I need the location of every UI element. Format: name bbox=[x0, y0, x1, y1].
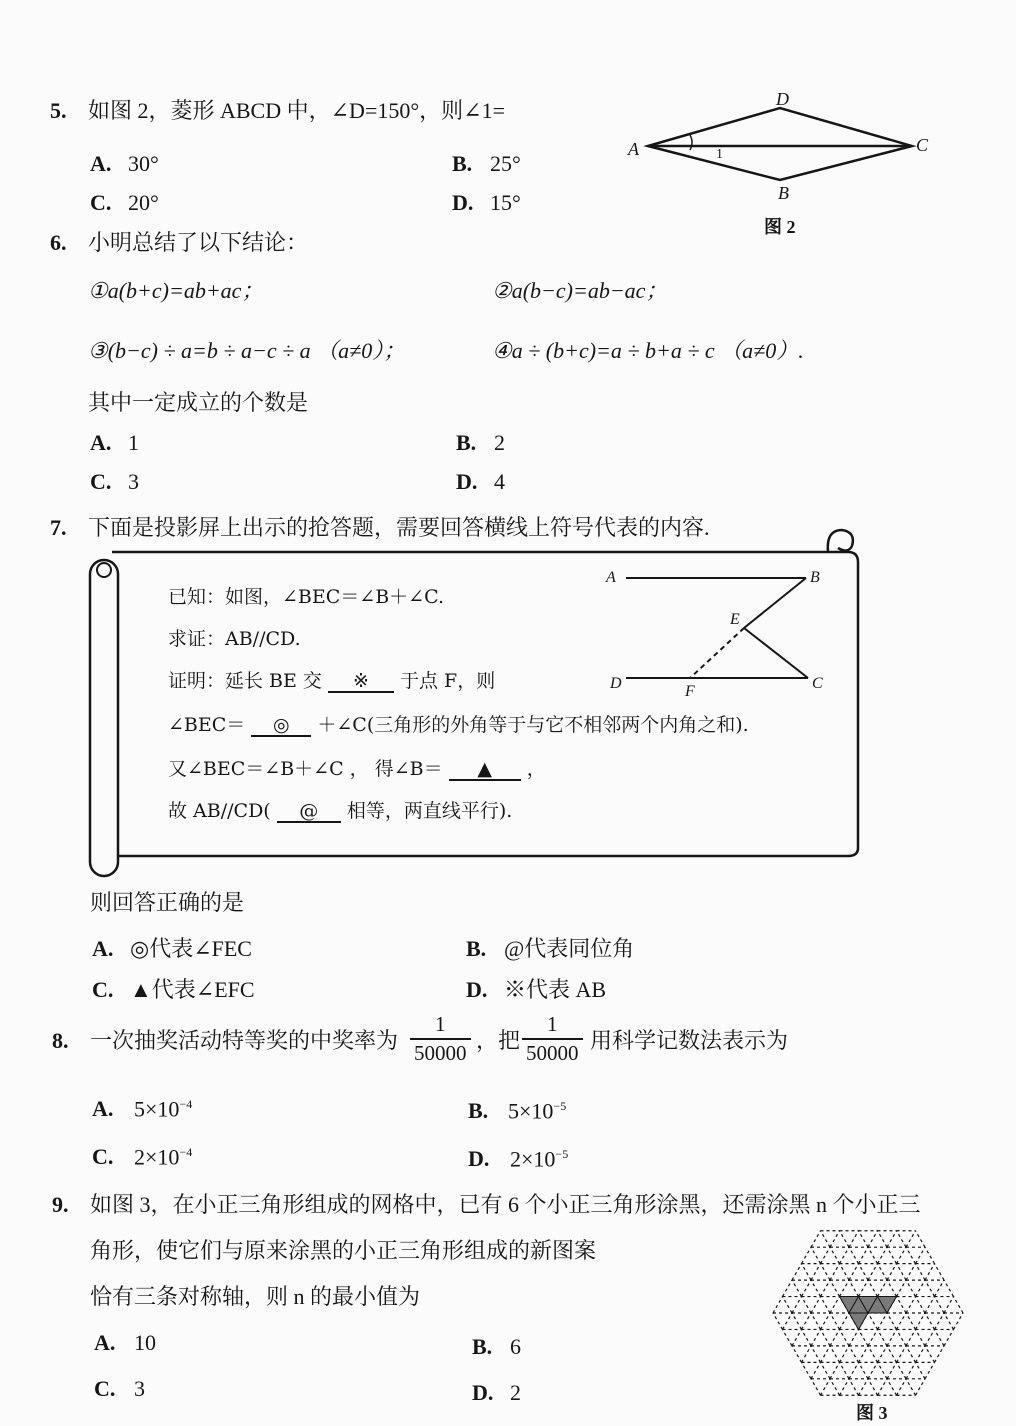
shaded-triangle bbox=[849, 1313, 868, 1329]
q9-option-c-key: C. bbox=[94, 1376, 116, 1401]
q6-question: 其中一定成立的个数是 bbox=[88, 390, 309, 415]
grid-edge bbox=[897, 1313, 907, 1329]
q8-option-c-exp: −4 bbox=[179, 1145, 193, 1159]
grid-edge bbox=[916, 1329, 926, 1345]
q8-option-d-key: D. bbox=[468, 1146, 490, 1171]
grid-edge bbox=[840, 1362, 850, 1378]
grid-edge bbox=[811, 1280, 821, 1296]
grid-edge bbox=[925, 1362, 935, 1378]
q5-option-d-key: D. bbox=[452, 190, 474, 215]
q9-stem-line1: 如图 3，在小正三角形组成的网格中，已有 6 个小正三角形涂黑，还需涂黑 n 个小正三 bbox=[90, 1192, 921, 1217]
q7-stem: 下面是投影屏上出示的抢答题，需要回答横线上符号代表的内容. bbox=[88, 515, 710, 540]
grid-edge bbox=[840, 1329, 850, 1345]
grid-edge bbox=[792, 1280, 802, 1296]
grid-edge bbox=[830, 1362, 840, 1378]
label-e-fig7: E bbox=[730, 611, 740, 628]
q7-option-c-text: ▲代表∠EFC bbox=[130, 977, 255, 1002]
q6-option-d-key: D. bbox=[456, 469, 478, 494]
grid-edge bbox=[859, 1346, 869, 1362]
q8-stem-b: ，把 bbox=[476, 1028, 521, 1053]
grid-edge bbox=[783, 1313, 793, 1329]
grid-edge bbox=[935, 1280, 945, 1296]
q8-option-a-key: A. bbox=[92, 1096, 114, 1121]
grid-edge bbox=[792, 1313, 802, 1329]
q6-option-d-text: 4 bbox=[494, 469, 505, 494]
grid-edge bbox=[773, 1313, 783, 1329]
grid-edge bbox=[935, 1329, 945, 1345]
q9-option-a-text: 10 bbox=[134, 1330, 156, 1355]
q8-option-c-base: 2×10 bbox=[134, 1144, 180, 1170]
grid-edge bbox=[916, 1297, 926, 1313]
grid-edge bbox=[897, 1329, 907, 1345]
grid-edge bbox=[811, 1379, 821, 1395]
label-c-fig7: C bbox=[812, 675, 823, 692]
grid-edge bbox=[916, 1362, 926, 1378]
grid-edge bbox=[868, 1264, 878, 1280]
blank-1: ※ bbox=[328, 672, 394, 693]
grid-edge bbox=[906, 1247, 916, 1263]
grid-edge bbox=[916, 1313, 926, 1329]
grid-edge bbox=[802, 1329, 812, 1345]
grid-edge bbox=[830, 1346, 840, 1362]
grid-edge bbox=[840, 1247, 850, 1263]
q5-option-a-key: A. bbox=[90, 151, 112, 176]
grid-edge bbox=[878, 1346, 888, 1362]
blank-2: ◎ bbox=[251, 716, 311, 737]
q9-stem-line2: 角形，使它们与原来涂黑的小正三角形组成的新图案 bbox=[90, 1238, 597, 1263]
grid-edge bbox=[878, 1313, 888, 1329]
q9-option-b-key: B. bbox=[472, 1334, 493, 1359]
q8-option-c-key: C. bbox=[92, 1144, 114, 1169]
q5-option-d-text: 15° bbox=[490, 190, 521, 215]
figure-2-caption: 图 2 bbox=[764, 217, 796, 237]
grid-edge bbox=[792, 1297, 802, 1313]
q8-option-b-key: B. bbox=[468, 1098, 489, 1123]
label-d-fig7: D bbox=[610, 675, 622, 692]
grid-edge bbox=[925, 1264, 935, 1280]
grid-edge bbox=[897, 1346, 907, 1362]
q9-option-c-text: 3 bbox=[134, 1376, 145, 1401]
blank-4: @ bbox=[277, 802, 341, 823]
grid-edge bbox=[783, 1280, 793, 1296]
grid-edge bbox=[840, 1264, 850, 1280]
grid-edge bbox=[830, 1264, 840, 1280]
grid-edge bbox=[802, 1280, 812, 1296]
grid-edge bbox=[830, 1379, 840, 1395]
grid-edge bbox=[906, 1346, 916, 1362]
grid-edge bbox=[830, 1297, 840, 1313]
q8-option-a-base: 5×10 bbox=[134, 1096, 180, 1122]
label-b-fig2: B bbox=[778, 183, 789, 203]
grid-edge bbox=[830, 1231, 840, 1247]
grid-edge bbox=[859, 1362, 869, 1378]
grid-edge bbox=[906, 1264, 916, 1280]
q8-option-d-exp: −5 bbox=[555, 1147, 569, 1161]
grid-edge bbox=[821, 1264, 831, 1280]
grid-edge bbox=[897, 1362, 907, 1378]
q6-item-3: ③(b−c) ÷ a=b ÷ a−c ÷ a （a≠0）； bbox=[88, 338, 406, 363]
q9-number: 9. bbox=[52, 1192, 69, 1217]
grid-edge bbox=[792, 1329, 802, 1345]
q6-option-b-text: 2 bbox=[494, 430, 505, 455]
fraction-1-numerator: 1 bbox=[435, 1012, 446, 1036]
grid-edge bbox=[773, 1297, 783, 1313]
grid-edge bbox=[868, 1362, 878, 1378]
q7-option-d-key: D. bbox=[466, 977, 488, 1002]
grid-edge bbox=[878, 1280, 888, 1296]
q6-stem: 小明总结了以下结论： bbox=[88, 230, 309, 255]
grid-edge bbox=[840, 1280, 850, 1296]
q8-stem-a: 一次抽奖活动特等奖的中奖率为 bbox=[90, 1028, 399, 1053]
q7-option-d-text: ※代表 AB bbox=[504, 977, 607, 1002]
q8-stem-c: 用科学记数法表示为 bbox=[590, 1028, 789, 1053]
grid-edge bbox=[897, 1264, 907, 1280]
figure-3-caption: 图 3 bbox=[856, 1403, 888, 1423]
q6-option-a-key: A. bbox=[90, 430, 112, 455]
grid-edge bbox=[811, 1297, 821, 1313]
q7-question: 则回答正确的是 bbox=[90, 890, 245, 915]
grid-edge bbox=[840, 1313, 850, 1329]
q8-number: 8. bbox=[52, 1028, 69, 1053]
grid-edge bbox=[925, 1346, 935, 1362]
q6-option-c-text: 3 bbox=[128, 469, 139, 494]
fraction-2-denominator: 50000 bbox=[526, 1041, 579, 1065]
grid-edge bbox=[935, 1346, 945, 1362]
grid-edge bbox=[878, 1362, 888, 1378]
q9-option-b-text: 6 bbox=[510, 1334, 521, 1359]
q5-option-b-key: B. bbox=[452, 151, 473, 176]
line4-start: 故 AB//CD( bbox=[168, 800, 271, 822]
grid-edge bbox=[954, 1313, 964, 1329]
line4-end: 相等，两直线平行). bbox=[346, 800, 513, 822]
line3-start: 又∠BEC＝∠B＋∠C ， 得∠B＝ bbox=[168, 758, 443, 780]
grid-edge bbox=[887, 1313, 897, 1329]
grid-edge bbox=[925, 1329, 935, 1345]
grid-edge bbox=[821, 1297, 831, 1313]
grid-edge bbox=[821, 1379, 831, 1395]
grid-edge bbox=[802, 1346, 812, 1362]
grid-edge bbox=[906, 1362, 916, 1378]
grid-edge bbox=[935, 1264, 945, 1280]
grid-edge bbox=[878, 1231, 888, 1247]
grid-edge bbox=[954, 1297, 964, 1313]
grid-edge bbox=[916, 1379, 926, 1395]
grid-edge bbox=[821, 1346, 831, 1362]
grid-edge bbox=[868, 1247, 878, 1263]
grid-edge bbox=[887, 1247, 897, 1263]
grid-edge bbox=[840, 1231, 850, 1247]
grid-edge bbox=[811, 1231, 821, 1247]
grid-edge bbox=[897, 1247, 907, 1263]
grid-edge bbox=[925, 1313, 935, 1329]
grid-edge bbox=[811, 1346, 821, 1362]
q5-option-a-text: 30° bbox=[128, 151, 159, 176]
grid-edge bbox=[887, 1231, 897, 1247]
grid-edge bbox=[944, 1297, 954, 1313]
q8-option-a-exp: −4 bbox=[179, 1097, 193, 1111]
q5-number: 5. bbox=[50, 98, 67, 123]
grid-edge bbox=[802, 1362, 812, 1378]
grid-edge bbox=[887, 1379, 897, 1395]
q9-option-d-key: D. bbox=[472, 1380, 494, 1405]
q7-number: 7. bbox=[50, 515, 67, 540]
label-a-fig2: A bbox=[628, 139, 639, 159]
grid-edge bbox=[916, 1346, 926, 1362]
grid-edge bbox=[821, 1231, 831, 1247]
grid-edge bbox=[811, 1362, 821, 1378]
grid-edge bbox=[897, 1280, 907, 1296]
grid-edge bbox=[821, 1313, 831, 1329]
q6-number: 6. bbox=[50, 230, 67, 255]
grid-edge bbox=[811, 1247, 821, 1263]
grid-edge bbox=[821, 1247, 831, 1263]
q6-item-2: ②a(b−c)=ab−ac； bbox=[492, 278, 668, 303]
q8-option-b-base: 5×10 bbox=[508, 1098, 554, 1124]
grid-edge bbox=[811, 1329, 821, 1345]
grid-edge bbox=[859, 1280, 869, 1296]
label-b-fig7: B bbox=[810, 569, 820, 586]
grid-edge bbox=[849, 1362, 859, 1378]
grid-edge bbox=[906, 1231, 916, 1247]
label-c-fig2: C bbox=[916, 135, 929, 155]
grid-edge bbox=[849, 1329, 859, 1345]
grid-edge bbox=[792, 1264, 802, 1280]
line2-end: ＋∠C(三角形的外角等于与它不相邻两个内角之和). bbox=[317, 714, 749, 736]
grid-edge bbox=[887, 1264, 897, 1280]
fraction-2-numerator: 1 bbox=[547, 1012, 558, 1036]
grid-edge bbox=[859, 1247, 869, 1263]
q7-option-c-key: C. bbox=[92, 977, 114, 1002]
grid-edge bbox=[802, 1247, 812, 1263]
grid-edge bbox=[897, 1379, 907, 1395]
grid-edge bbox=[821, 1329, 831, 1345]
q5-option-c-key: C. bbox=[90, 190, 112, 215]
label-f-fig7: F bbox=[685, 683, 695, 700]
grid-edge bbox=[802, 1313, 812, 1329]
grid-edge bbox=[878, 1329, 888, 1345]
grid-edge bbox=[830, 1329, 840, 1345]
q9-option-a-key: A. bbox=[94, 1330, 116, 1355]
grid-edge bbox=[944, 1329, 954, 1345]
proof-end: 于点 F，则 bbox=[400, 670, 496, 692]
grid-edge bbox=[859, 1231, 869, 1247]
grid-edge bbox=[830, 1280, 840, 1296]
label-d-fig2: D bbox=[776, 89, 789, 109]
label-angle-1: 1 bbox=[716, 147, 723, 162]
grid-edge bbox=[840, 1379, 850, 1395]
grid-edge bbox=[868, 1346, 878, 1362]
grid-edge bbox=[830, 1247, 840, 1263]
grid-edge bbox=[887, 1280, 897, 1296]
q5-stem: 如图 2，菱形 ABCD 中，∠D=150°，则∠1= bbox=[88, 98, 505, 123]
label-a-fig7: A bbox=[606, 569, 616, 586]
grid-edge bbox=[792, 1346, 802, 1362]
grid-edge bbox=[802, 1297, 812, 1313]
grid-edge bbox=[935, 1313, 945, 1329]
grid-edge bbox=[887, 1362, 897, 1378]
proof-start: 证明：延长 BE 交 bbox=[168, 670, 322, 692]
grid-edge bbox=[849, 1379, 859, 1395]
q7-option-a-text: ◎代表∠FEC bbox=[130, 936, 252, 961]
grid-edge bbox=[944, 1280, 954, 1296]
grid-edge bbox=[868, 1280, 878, 1296]
q9-stem-line3: 恰有三条对称轴，则 n 的最小值为 bbox=[90, 1284, 421, 1309]
grid-edge bbox=[906, 1280, 916, 1296]
grid-edge bbox=[868, 1313, 878, 1329]
q5-option-c-text: 20° bbox=[128, 190, 159, 215]
grid-edge bbox=[916, 1247, 926, 1263]
grid-edge bbox=[859, 1379, 869, 1395]
grid-edge bbox=[887, 1329, 897, 1345]
q9-option-d-text: 2 bbox=[510, 1380, 521, 1405]
grid-edge bbox=[849, 1280, 859, 1296]
line2-start: ∠BEC＝ bbox=[168, 714, 246, 736]
grid-edge bbox=[783, 1297, 793, 1313]
line3-end: ， bbox=[526, 758, 546, 780]
q7-option-b-text: @代表同位角 bbox=[504, 936, 635, 961]
grid-edge bbox=[849, 1247, 859, 1263]
grid-edge bbox=[925, 1297, 935, 1313]
grid-edge bbox=[897, 1231, 907, 1247]
grid-edge bbox=[878, 1379, 888, 1395]
grid-edge bbox=[916, 1280, 926, 1296]
grid-edge bbox=[821, 1280, 831, 1296]
grid-edge bbox=[897, 1297, 907, 1313]
grid-edge bbox=[868, 1379, 878, 1395]
grid-edge bbox=[878, 1247, 888, 1263]
grid-edge bbox=[878, 1264, 888, 1280]
blank-3: ▲ bbox=[449, 760, 521, 781]
grid-edge bbox=[859, 1264, 869, 1280]
grid-edge bbox=[859, 1329, 869, 1345]
grid-edge bbox=[802, 1264, 812, 1280]
grid-edge bbox=[811, 1313, 821, 1329]
grid-edge bbox=[849, 1231, 859, 1247]
grid-edge bbox=[916, 1264, 926, 1280]
q8-option-b-exp: −5 bbox=[553, 1099, 567, 1113]
q6-option-b-key: B. bbox=[456, 430, 477, 455]
q8-option-d-base: 2×10 bbox=[510, 1146, 556, 1172]
grid-edge bbox=[935, 1297, 945, 1313]
grid-edge bbox=[868, 1231, 878, 1247]
scroll-known: 已知：如图，∠BEC＝∠B＋∠C. bbox=[168, 586, 444, 608]
fraction-1-denominator: 50000 bbox=[414, 1041, 467, 1065]
grid-edge bbox=[840, 1346, 850, 1362]
grid-edge bbox=[906, 1297, 916, 1313]
grid-edge bbox=[906, 1379, 916, 1395]
grid-edge bbox=[925, 1247, 935, 1263]
q6-item-1: ①a(b+c)=ab+ac； bbox=[88, 278, 264, 303]
grid-edge bbox=[944, 1313, 954, 1329]
grid-edge bbox=[916, 1231, 926, 1247]
grid-edge bbox=[783, 1329, 793, 1345]
grid-edge bbox=[830, 1313, 840, 1329]
scroll-prove: 求证：AB//CD. bbox=[168, 628, 301, 650]
grid-edge bbox=[906, 1313, 916, 1329]
grid-edge bbox=[849, 1346, 859, 1362]
q7-option-b-key: B. bbox=[466, 936, 487, 961]
q6-item-4: ④a ÷ (b+c)=a ÷ b+a ÷ c （a≠0）. bbox=[492, 338, 804, 363]
q7-option-a-key: A. bbox=[92, 936, 114, 961]
grid-edge bbox=[811, 1264, 821, 1280]
grid-edge bbox=[868, 1329, 878, 1345]
grid-edge bbox=[906, 1329, 916, 1345]
grid-edge bbox=[887, 1346, 897, 1362]
grid-edge bbox=[821, 1362, 831, 1378]
grid-edge bbox=[849, 1264, 859, 1280]
q5-option-b-text: 25° bbox=[490, 151, 521, 176]
q6-option-c-key: C. bbox=[90, 469, 112, 494]
q6-option-a-text: 1 bbox=[128, 430, 139, 455]
grid-edge bbox=[925, 1280, 935, 1296]
